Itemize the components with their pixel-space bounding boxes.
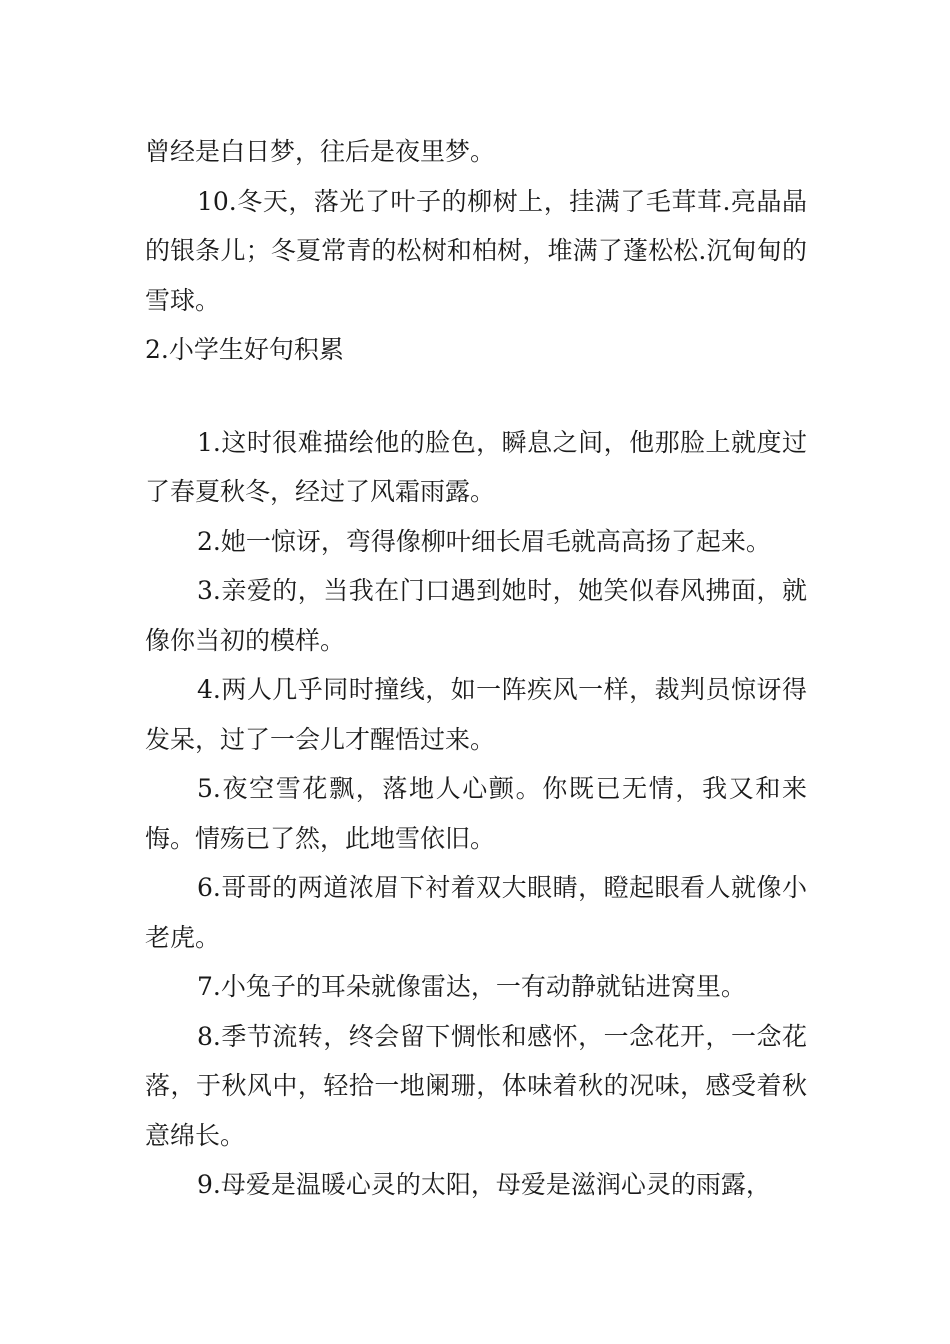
list-item: 8.季节流转，终会留下惆怅和感怀，一念花开，一念花落，于秋风中，轻拾一地阑珊，体味着秋的况味，感受着秋意绵长。	[145, 1021, 807, 1150]
list-item: 7.小兔子的耳朵就像雷达，一有动静就钻进窝里。	[197, 972, 746, 1001]
list-item: 5.夜空雪花飘，落地人心颤。你既已无情，我又和来悔。情殇已了然，此地雪依旧。	[145, 774, 807, 853]
list-item: 6.哥哥的两道浓眉下衬着双大眼睛，瞪起眼看人就像小老虎。	[145, 873, 807, 952]
list-item: 2.她一惊讶，弯得像柳叶细长眉毛就高高扬了起来。	[197, 526, 771, 556]
list-item: 1.这时很难描绘他的脸色，瞬息之间，他那脸上就度过了春夏秋冬，经过了风霜雨露。	[145, 427, 807, 506]
section-heading: 2.小学生好句积累	[145, 335, 344, 364]
list-item: 9.母爱是温暖心灵的太阳，母爱是滋润心灵的雨露，	[197, 1170, 771, 1199]
document-page	[145, 127, 807, 1210]
intro-continuation: 曾经是白日梦，往后是夜里梦。	[145, 137, 496, 166]
list-item: 4.两人几乎同时撞线，如一阵疾风一样，裁判员惊讶得发呆，过了一会儿才醒悟过来。	[145, 675, 807, 754]
list-item: 3.亲爱的，当我在门口遇到她时，她笑似春风拂面，就像你当初的模样。	[145, 576, 807, 655]
list-item: 10.冬天，落光了叶子的柳树上，挂满了毛茸茸.亮晶晶的银条儿；冬夏常青的松树和柏树，堆满了蓬松松.沉甸甸的雪球。	[145, 186, 807, 315]
